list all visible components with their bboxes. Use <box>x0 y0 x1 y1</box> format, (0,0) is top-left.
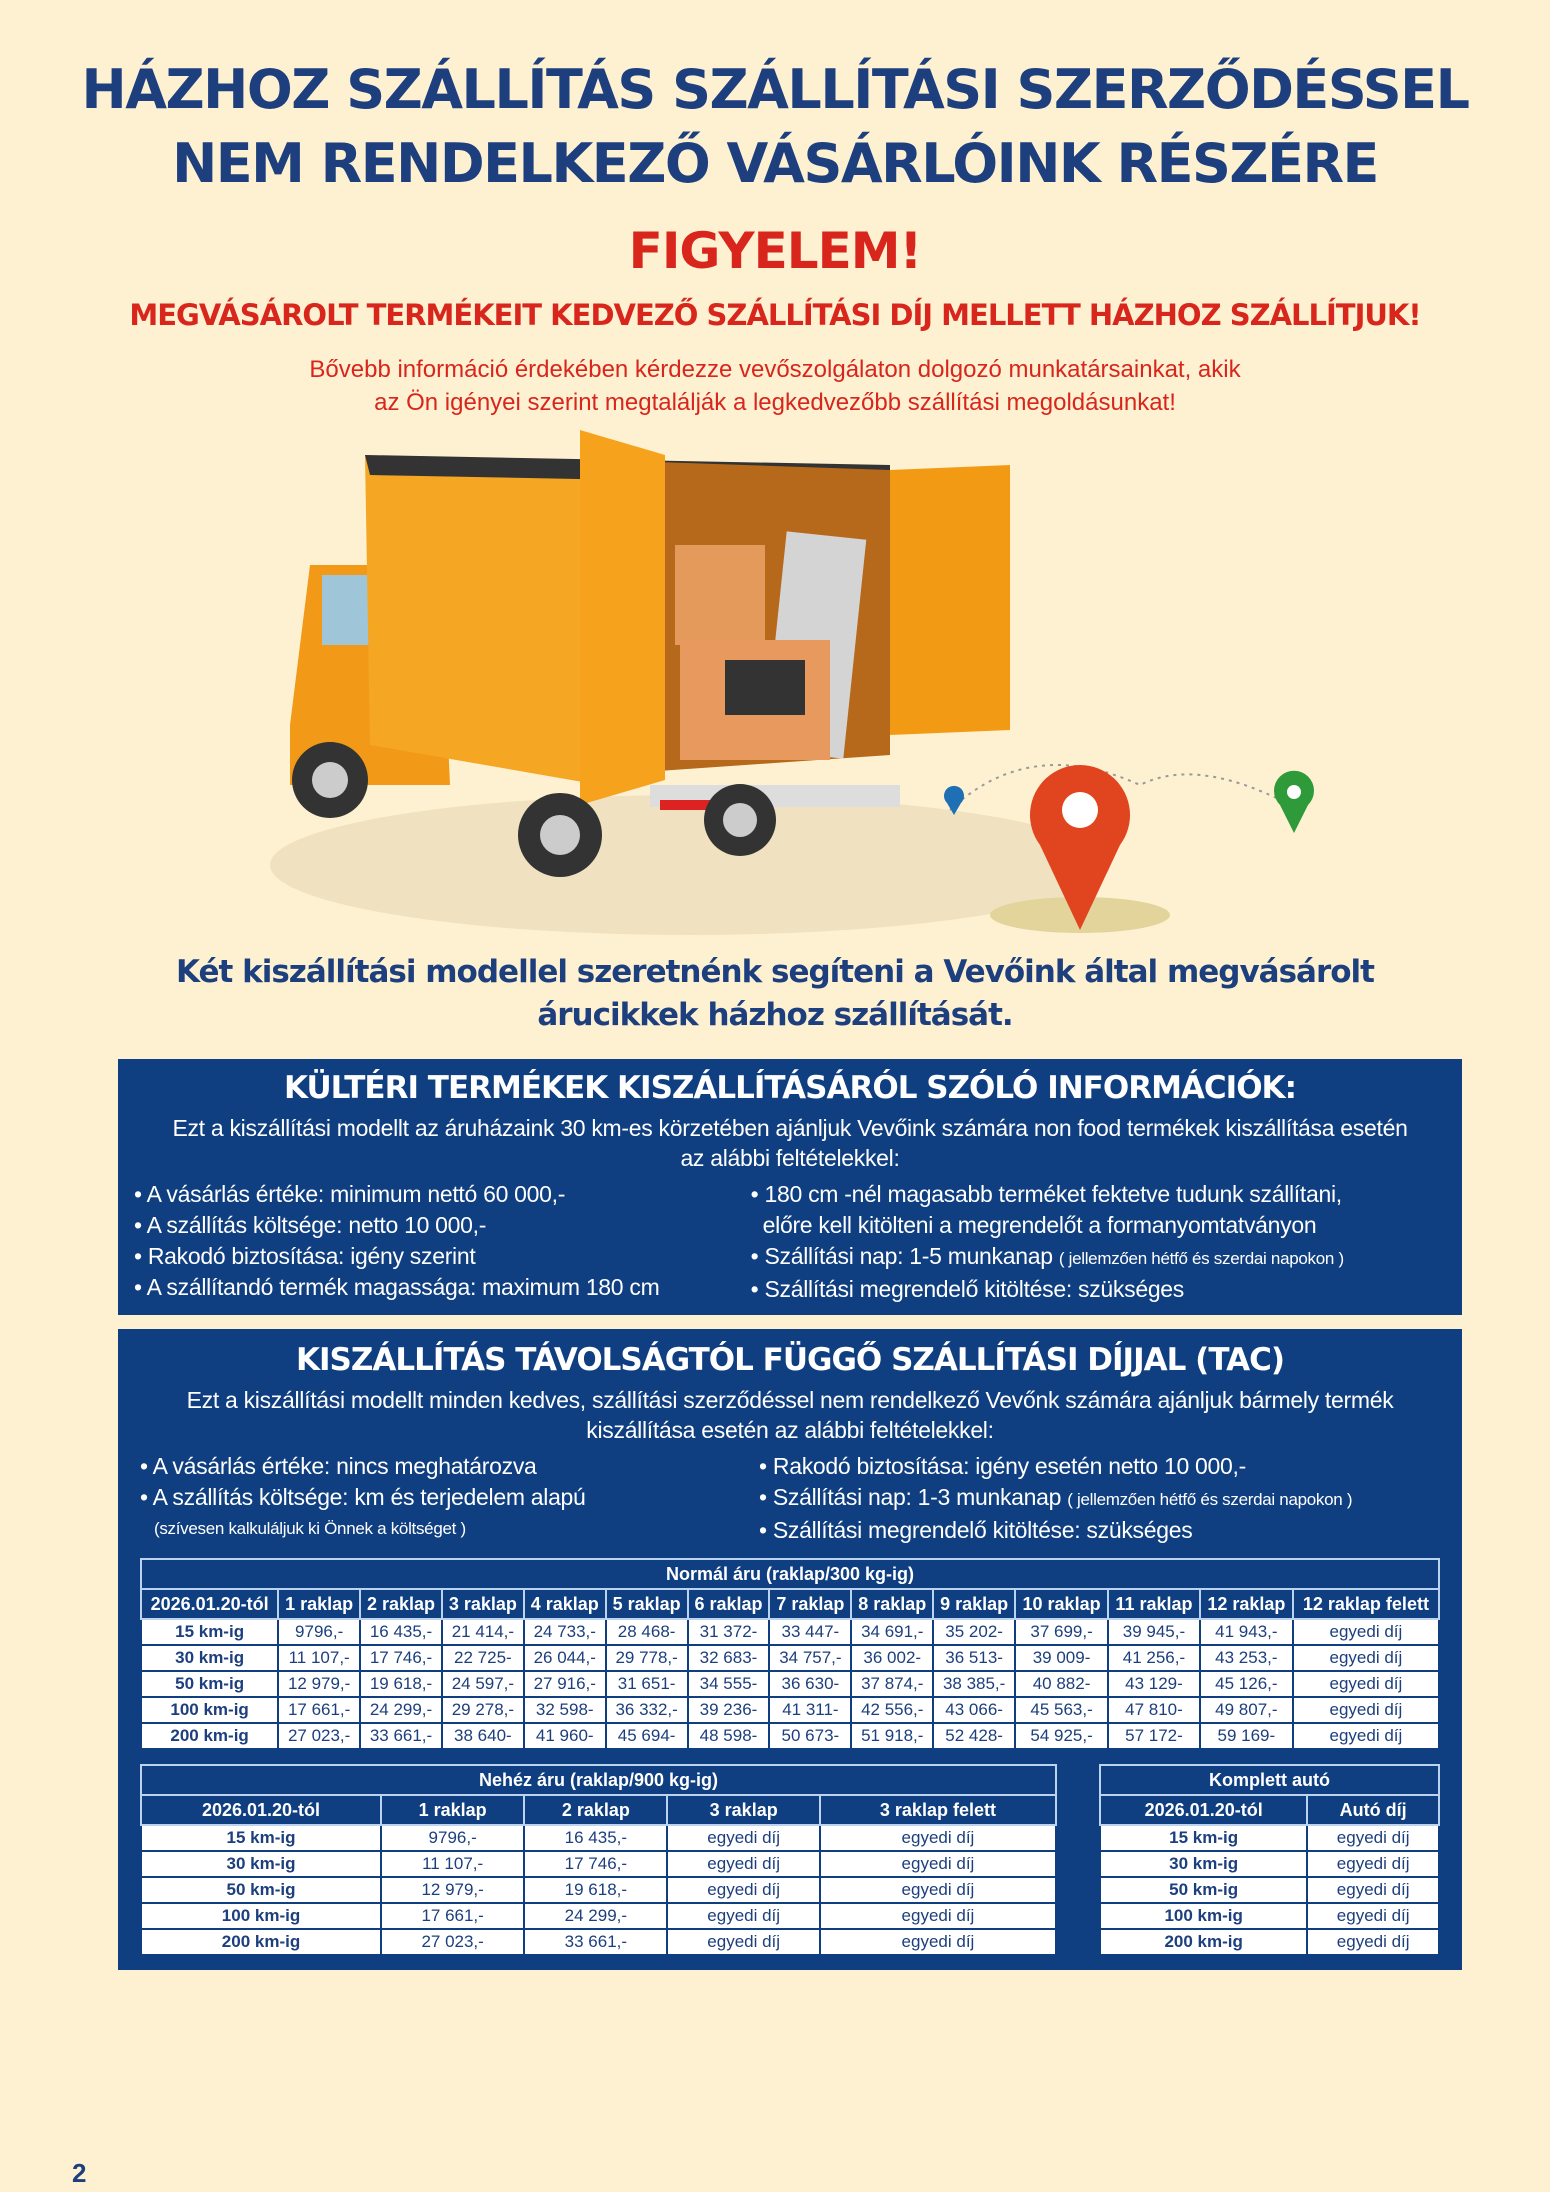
column-header: 2026.01.20-tól <box>141 1795 381 1825</box>
column-header: 3 raklap <box>442 1589 524 1619</box>
price-cell: egyedi díj <box>820 1851 1056 1877</box>
price-cell: 33 661,- <box>524 1929 667 1955</box>
price-cell: 48 598- <box>688 1723 770 1749</box>
price-cell: 41 311- <box>769 1697 851 1723</box>
price-cell: 59 169- <box>1200 1723 1293 1749</box>
price-cell: 51 918,- <box>851 1723 933 1749</box>
table-row <box>1100 1851 1439 1877</box>
price-cell: 17 746,- <box>360 1645 442 1671</box>
outdoor-delivery-info-box <box>118 1059 1462 1315</box>
price-cell: 32 598- <box>524 1697 606 1723</box>
price-cell: egyedi díj <box>1307 1929 1439 1955</box>
table-row <box>141 1723 1439 1749</box>
table-row <box>1100 1825 1439 1851</box>
price-cell: 16 435,- <box>360 1619 442 1645</box>
price-cell: egyedi díj <box>1307 1851 1439 1877</box>
column-header: 4 raklap <box>524 1589 606 1619</box>
distance-cell: 100 km-ig <box>1100 1903 1307 1929</box>
price-cell: egyedi díj <box>1293 1697 1439 1723</box>
distance-cell: 30 km-ig <box>141 1645 278 1671</box>
box1-intro-1: Ezt a kiszállítási modellt az áruházaink 30 km-es körzetében ajánljuk Vevőink számára non food termékek kiszállítása esetén <box>172 1115 1408 1141</box>
box2-condition: • Rakodó biztosítása: igény esetén netto 10 000,- <box>759 1453 1246 1479</box>
box2-intro-2: kiszállítása esetén az alábbi feltételekkel: <box>586 1417 994 1443</box>
table-row <box>141 1825 1056 1851</box>
price-cell: 43 253,- <box>1200 1645 1293 1671</box>
tac-delivery-info-box <box>118 1329 1462 1970</box>
price-cell: egyedi díj <box>667 1903 819 1929</box>
table-row <box>141 1903 1056 1929</box>
box1-condition: • Rakodó biztosítása: igény szerint <box>134 1243 476 1269</box>
price-cell: egyedi díj <box>820 1825 1056 1851</box>
info-boxes <box>118 1059 1462 1970</box>
title-line-1: HÁZHOZ SZÁLLÍTÁS SZÁLLÍTÁSI SZERZŐDÉSSEL <box>81 58 1469 121</box>
price-cell: 47 810- <box>1108 1697 1200 1723</box>
price-cell: egyedi díj <box>1293 1723 1439 1749</box>
price-cell: 9796,- <box>381 1825 524 1851</box>
price-cell: 24 597,- <box>442 1671 524 1697</box>
price-cell: 41 256,- <box>1108 1645 1200 1671</box>
table-row <box>141 1645 1439 1671</box>
box1-condition: • 180 cm -nél magasabb terméket fektetve tudunk szállítani, <box>750 1181 1342 1207</box>
box-icon <box>675 545 765 645</box>
price-cell: egyedi díj <box>1307 1825 1439 1851</box>
box2-note: ( jellemzően hétfő és szerdai napokon ) <box>1067 1490 1353 1509</box>
price-cell: 39 945,- <box>1108 1619 1200 1645</box>
price-cell: 22 725- <box>442 1645 524 1671</box>
price-cell: egyedi díj <box>667 1929 819 1955</box>
table-row <box>1100 1929 1439 1955</box>
price-cell: 35 202- <box>933 1619 1015 1645</box>
price-cell: egyedi díj <box>1293 1645 1439 1671</box>
price-cell: 54 925,- <box>1015 1723 1108 1749</box>
price-cell: 29 778,- <box>606 1645 688 1671</box>
lead-line-1: Két kiszállítási modellel szeretnénk segíteni a Vevőink által megvásárolt <box>176 954 1374 990</box>
price-cell: 12 979,- <box>381 1877 524 1903</box>
table-row <box>141 1697 1439 1723</box>
column-header: 6 raklap <box>688 1589 770 1619</box>
distance-cell: 200 km-ig <box>141 1723 278 1749</box>
price-cell: egyedi díj <box>820 1903 1056 1929</box>
price-cell: 28 468- <box>606 1619 688 1645</box>
price-cell: 41 960- <box>524 1723 606 1749</box>
distance-cell: 15 km-ig <box>1100 1825 1307 1851</box>
box1-condition: • A szállítás költsége: netto 10 000,- <box>134 1212 487 1238</box>
table-row <box>141 1671 1439 1697</box>
column-header: 3 raklap <box>667 1795 819 1825</box>
price-cell: 38 385,- <box>933 1671 1015 1697</box>
price-cell: 19 618,- <box>360 1671 442 1697</box>
box2-intro-1: Ezt a kiszállítási modellt minden kedves, szállítási szerződéssel nem rendelkező Vevőnk számára ajánljuk bármely termék <box>186 1387 1394 1413</box>
price-cell: 34 757,- <box>769 1645 851 1671</box>
price-cell: egyedi díj <box>1293 1619 1439 1645</box>
price-cell: 40 882- <box>1015 1671 1108 1697</box>
info-line-1: Bővebb információ érdekében kérdezze vevőszolgálaton dolgozó munkatársainkat, akik <box>309 356 1241 383</box>
distance-cell: 50 km-ig <box>141 1671 278 1697</box>
table-row <box>1100 1877 1439 1903</box>
box1-condition: • A szállítandó termék magassága: maximum 180 cm <box>134 1274 660 1300</box>
distance-cell: 100 km-ig <box>141 1903 381 1929</box>
table-row <box>141 1851 1056 1877</box>
box2-condition: • A szállítás költsége: km és terjedelem alapú <box>140 1484 586 1510</box>
column-header: 1 raklap <box>278 1589 360 1619</box>
price-cell: 19 618,- <box>524 1877 667 1903</box>
column-header: 8 raklap <box>851 1589 933 1619</box>
map-pin-green-icon <box>1274 771 1314 833</box>
column-header: 2 raklap <box>360 1589 442 1619</box>
lead-text <box>0 951 1550 1037</box>
distance-cell: 30 km-ig <box>1100 1851 1307 1877</box>
box1-condition: • Szállítási megrendelő kitöltése: szükséges <box>750 1276 1185 1302</box>
price-cell: 36 332,- <box>606 1697 688 1723</box>
price-cell: egyedi díj <box>820 1929 1056 1955</box>
price-cell: 27 916,- <box>524 1671 606 1697</box>
price-cell: 57 172- <box>1108 1723 1200 1749</box>
price-cell: 11 107,- <box>278 1645 360 1671</box>
price-cell: 43 066- <box>933 1697 1015 1723</box>
price-cell: 43 129- <box>1108 1671 1200 1697</box>
price-cell: 9796,- <box>278 1619 360 1645</box>
price-cell: 11 107,- <box>381 1851 524 1877</box>
table-title: Nehéz áru (raklap/900 kg-ig) <box>141 1765 1056 1795</box>
info-line-2: az Ön igényei szerint megtalálják a legkedvezőbb szállítási megoldásunkat! <box>374 389 1176 416</box>
distance-cell: 50 km-ig <box>141 1877 381 1903</box>
price-cell: 33 447- <box>769 1619 851 1645</box>
column-header: 5 raklap <box>606 1589 688 1619</box>
distance-cell: 30 km-ig <box>141 1851 381 1877</box>
attention-heading: FIGYELEM! <box>628 222 922 280</box>
price-cell: 24 733,- <box>524 1619 606 1645</box>
price-cell: 36 630- <box>769 1671 851 1697</box>
price-cell: 16 435,- <box>524 1825 667 1851</box>
distance-cell: 100 km-ig <box>141 1697 278 1723</box>
table-row <box>141 1619 1439 1645</box>
price-cell: 17 746,- <box>524 1851 667 1877</box>
box1-heading: KÜLTÉRI TERMÉKEK KISZÁLLÍTÁSÁRÓL SZÓLÓ INFORMÁCIÓK: <box>284 1070 1296 1106</box>
delivery-truck-illustration <box>270 425 1350 945</box>
box1-condition: • A vásárlás értéke: minimum nettó 60 000,- <box>134 1181 566 1207</box>
price-cell: 12 979,- <box>278 1671 360 1697</box>
price-cell: 52 428- <box>933 1723 1015 1749</box>
price-cell: 29 278,- <box>442 1697 524 1723</box>
box1-condition: • Szállítási nap: 1-5 munkanap <box>750 1243 1053 1269</box>
price-cell: 45 126,- <box>1200 1671 1293 1697</box>
column-header: 2 raklap <box>524 1795 667 1825</box>
price-cell: 49 807,- <box>1200 1697 1293 1723</box>
price-cell: 39 236- <box>688 1697 770 1723</box>
price-cell: egyedi díj <box>667 1851 819 1877</box>
price-cell: 26 044,- <box>524 1645 606 1671</box>
price-cell: 50 673- <box>769 1723 851 1749</box>
column-header: 12 raklap felett <box>1293 1589 1439 1619</box>
price-cell: egyedi díj <box>1307 1903 1439 1929</box>
price-cell: egyedi díj <box>667 1877 819 1903</box>
distance-cell: 200 km-ig <box>141 1929 381 1955</box>
box2-condition: • Szállítási megrendelő kitöltése: szükséges <box>759 1517 1193 1543</box>
table-title: Normál áru (raklap/300 kg-ig) <box>141 1559 1439 1589</box>
price-cell: 33 661,- <box>360 1723 442 1749</box>
price-cell: 34 555- <box>688 1671 770 1697</box>
column-header: 2026.01.20-tól <box>141 1589 278 1619</box>
price-cell: 36 002- <box>851 1645 933 1671</box>
price-cell: egyedi díj <box>667 1825 819 1851</box>
price-cell: egyedi díj <box>1293 1671 1439 1697</box>
column-header: 1 raklap <box>381 1795 524 1825</box>
column-header: 10 raklap <box>1015 1589 1108 1619</box>
price-cell: 41 943,- <box>1200 1619 1293 1645</box>
box2-condition: • A vásárlás értéke: nincs meghatározva <box>140 1453 537 1479</box>
price-cell: 37 699,- <box>1015 1619 1108 1645</box>
normal-goods-price-table <box>140 1558 1440 1750</box>
column-header: Autó díj <box>1307 1795 1439 1825</box>
full-truck-price-table <box>1099 1764 1440 1956</box>
distance-cell: 50 km-ig <box>1100 1877 1307 1903</box>
price-cell: 38 640- <box>442 1723 524 1749</box>
box1-intro-2: az alábbi feltételekkel: <box>680 1145 900 1171</box>
truck-door-left <box>580 430 665 805</box>
heavy-goods-price-table <box>140 1764 1057 1956</box>
price-cell: 39 009- <box>1015 1645 1108 1671</box>
price-cell: 36 513- <box>933 1645 1015 1671</box>
price-cell: 31 372- <box>688 1619 770 1645</box>
table-title: Komplett autó <box>1100 1765 1439 1795</box>
price-cell: 31 651- <box>606 1671 688 1697</box>
info-text <box>0 353 1550 419</box>
column-header: 9 raklap <box>933 1589 1015 1619</box>
box2-heading: KISZÁLLÍTÁS TÁVOLSÁGTÓL FÜGGŐ SZÁLLÍTÁSI DÍJJAL (TAC) <box>296 1342 1284 1378</box>
table-row <box>1100 1903 1439 1929</box>
distance-cell: 15 km-ig <box>141 1619 278 1645</box>
price-cell: 45 694- <box>606 1723 688 1749</box>
column-header: 12 raklap <box>1200 1589 1293 1619</box>
subtitle: MEGVÁSÁROLT TERMÉKEIT KEDVEZŐ SZÁLLÍTÁSI DÍJ MELLETT HÁZHOZ SZÁLLÍTJUK! <box>129 298 1421 332</box>
price-cell: 21 414,- <box>442 1619 524 1645</box>
bottom-tables <box>140 1764 1440 1956</box>
column-header: 3 raklap felett <box>820 1795 1056 1825</box>
price-cell: 17 661,- <box>381 1903 524 1929</box>
box1-condition: előre kell kitölteni a megrendelőt a formanyomtatványon <box>762 1212 1317 1238</box>
box2-note: (szívesen kalkuláljuk ki Önnek a költséget ) <box>154 1519 466 1538</box>
price-cell: 37 874,- <box>851 1671 933 1697</box>
truck-box <box>365 455 600 785</box>
table-row <box>141 1877 1056 1903</box>
truck-door-right <box>890 465 1010 735</box>
page-number: 2 <box>72 2158 87 2188</box>
price-cell: 24 299,- <box>360 1697 442 1723</box>
price-cell: 34 691,- <box>851 1619 933 1645</box>
lead-line-2: árucikkek házhoz szállítását. <box>537 997 1013 1033</box>
column-header: 7 raklap <box>769 1589 851 1619</box>
column-header: 11 raklap <box>1108 1589 1200 1619</box>
price-cell: 27 023,- <box>381 1929 524 1955</box>
price-cell: 17 661,- <box>278 1697 360 1723</box>
box1-note: ( jellemzően hétfő és szerdai napokon ) <box>1058 1249 1344 1268</box>
box2-condition: • Szállítási nap: 1-3 munkanap <box>759 1484 1062 1510</box>
distance-cell: 15 km-ig <box>141 1825 381 1851</box>
price-cell: 27 023,- <box>278 1723 360 1749</box>
distance-cell: 200 km-ig <box>1100 1929 1307 1955</box>
price-cell: 45 563,- <box>1015 1697 1108 1723</box>
price-cell: 42 556,- <box>851 1697 933 1723</box>
price-cell: egyedi díj <box>820 1877 1056 1903</box>
price-cell: 32 683- <box>688 1645 770 1671</box>
price-cell: 24 299,- <box>524 1903 667 1929</box>
price-cell: egyedi díj <box>1307 1877 1439 1903</box>
title-line-2: NEM RENDELKEZŐ VÁSÁRLÓINK RÉSZÉRE <box>172 132 1378 195</box>
column-header: 2026.01.20-tól <box>1100 1795 1307 1825</box>
table-row <box>141 1929 1056 1955</box>
